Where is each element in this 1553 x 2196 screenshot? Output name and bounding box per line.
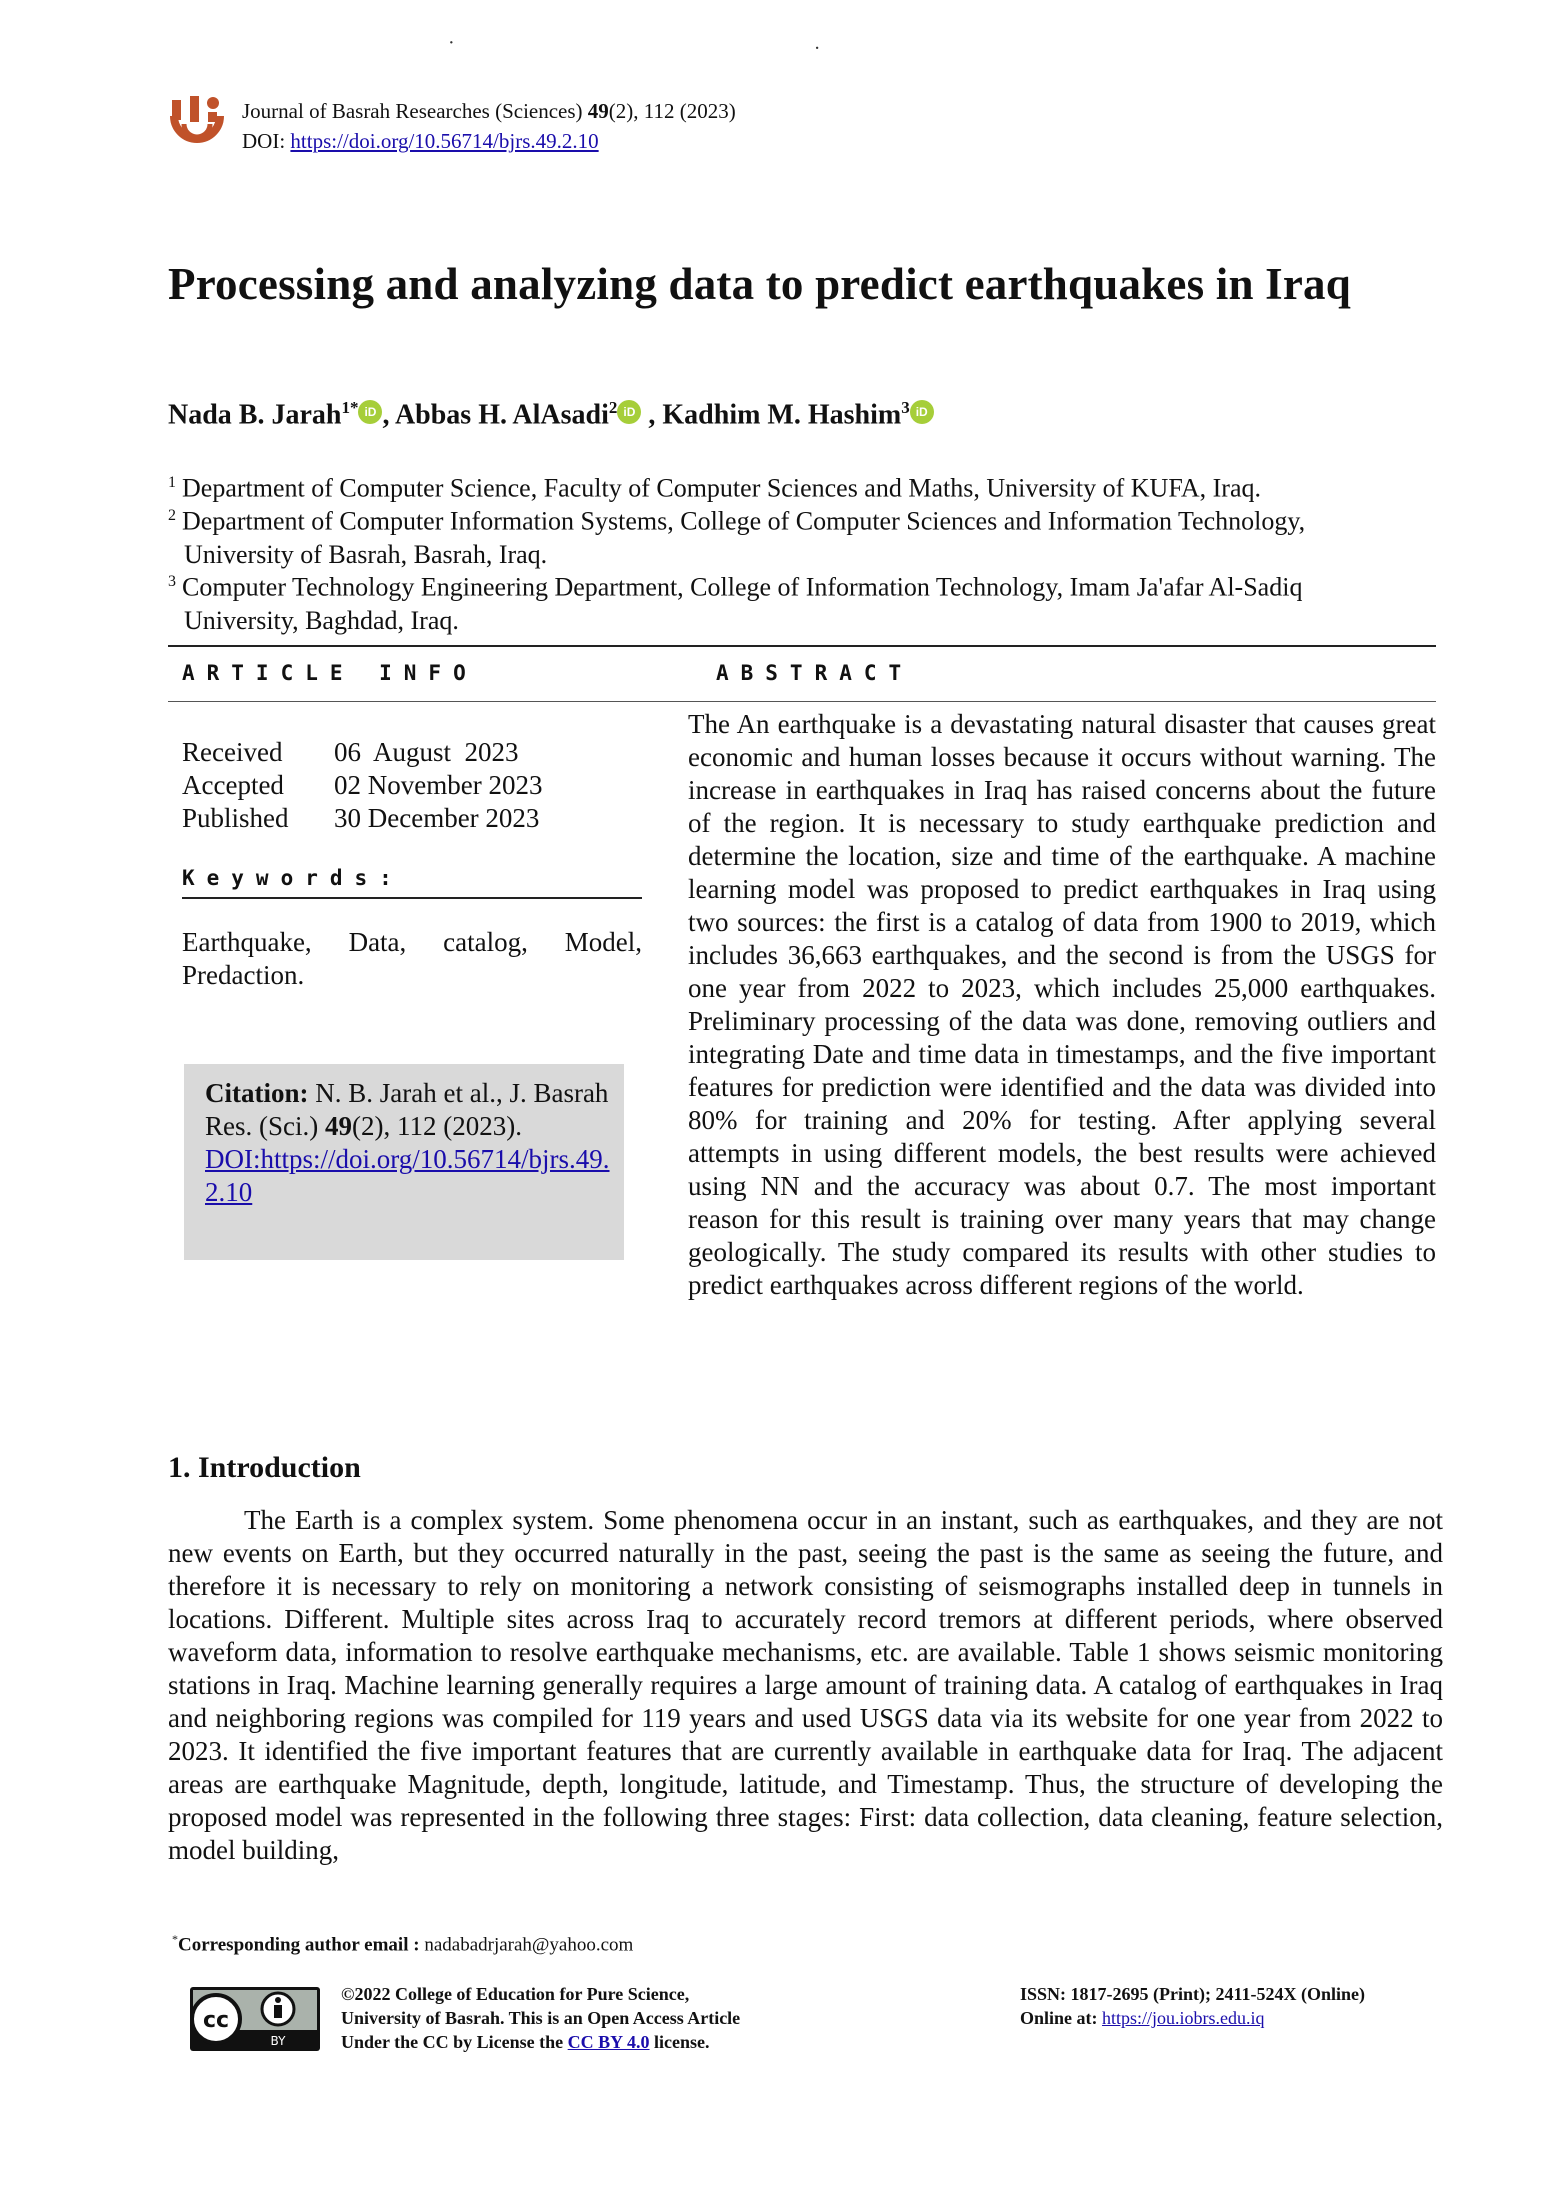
cc-by-link[interactable]: CC BY 4.0 (567, 2032, 650, 2052)
svg-text:cc: cc (202, 2008, 230, 2033)
orcid-icon[interactable]: iD (617, 400, 641, 424)
keywords-line: Earthquake, Data, catalog, Model, (182, 927, 642, 957)
journal-logo-icon (168, 94, 226, 152)
author-name: Kadhim M. Hashim (662, 399, 902, 431)
svg-text:BY: BY (270, 2034, 286, 2048)
orcid-icon[interactable]: iD (358, 400, 382, 424)
affiliation-2: $^2$ Department of Computer Information Systems, College of Computer Sciences and Information Technology, University of Basrah, Basrah, Iraq. (168, 506, 1306, 569)
issn-block: ISSN: 1817-2695 (Print); 2411-524X (Online) Online at: https://jou.iobrs.edu.iq (1020, 1984, 1365, 2028)
cc-by-license-icon[interactable] (190, 1987, 320, 2051)
issn-text: ISSN: 1817-2695 (Print); 2411-524X (Online) (1020, 1984, 1365, 2004)
author-name: Abbas H. AlAsadi (394, 399, 609, 431)
journal-header (242, 96, 736, 156)
keywords-line: Predaction. (182, 960, 305, 990)
abstract-heading: ABSTRACT (716, 661, 914, 685)
orcid-icon[interactable]: iD (910, 400, 934, 424)
article-dates (182, 736, 542, 835)
journal-website-link[interactable]: https://jou.iobrs.edu.iq (1102, 2008, 1265, 2028)
corresponding-author: *Corresponding author email : nadabadrjarah@yahoo.com (172, 1932, 634, 1956)
scan-marks: · . (448, 32, 820, 54)
intro-paragraph: The Earth is a complex system. Some phenomena occur in an instant, such as earthquakes, and they are not new events on Earth, but they occurred naturally in the past, seeing the past is the same as seeing the future, and therefore it is necessary to rely on monitoring a network consisting of seismographs installed deep in tunnels in locations. Different. Multiple sites across Iraq to accurately record tremors at different periods, where observed waveform data, information to resolve earthquake mechanisms, etc. are available. Table 1 shows seismic monitoring stations in Iraq. Machine learning generally requires a large amount of training data. A catalog of earthquakes in Iraq and neighboring regions was compiled for 119 years and used USGS data via its website for one year from 2022 to 2023. It identified the five important features that are currently available in earthquake data for Iraq. The adjacent areas are earthquake Magnitude, depth, longitude, latitude, and Timestamp. Thus, the structure of developing the proposed model was represented in the following three stages: First: data collection, data cleaning, feature selection, model building, (168, 1505, 1443, 1865)
citation-doi-link[interactable]: DOI:https://doi.org/10.56714/bjrs.49.2.10 (205, 1144, 610, 1207)
doi-link[interactable]: https://doi.org/10.56714/bjrs.49.2.10 (290, 129, 599, 153)
author-list: Nada B. Jarah$^{1*}$ iD , Abbas H. AlAsadi$^2$ iD , Kadhim M. Hashim$^3$ iD (168, 398, 934, 431)
affiliation-3: $^3$ Computer Technology Engineering Department, College of Information Technology, Imam Ja'afar Al-Sadiq University, Baghdad, Iraq. (168, 572, 1303, 635)
article-info-heading: ARTICLE INFO (182, 661, 478, 685)
divider (168, 701, 1436, 702)
divider (182, 897, 642, 899)
author-name: Nada B. Jarah (168, 399, 342, 431)
journal-doi-line: DOI: https://doi.org/10.56714/bjrs.49.2.10 (242, 129, 599, 153)
divider (168, 645, 1436, 647)
paper-title: Processing and analyzing data to predict earthquakes in Iraq (168, 259, 1351, 309)
abstract-text: The An earthquake is a devastating natural disaster that causes great economic and human losses because it occurs without warning. The increase in earthquakes in Iraq has raised concerns about the future of the region. It is necessary to study earthquake prediction and determine the location, size and time of the earthquake. A machine learning model was proposed to predict earthquakes in Iraq using two sources: the first is a catalog of data from 1900 to 2019, which includes 36,663 earthquakes, and the second is from the USGS for one year from 2022 to 2023, which includes 25,000 earthquakes. Preliminary processing of the data was done, removing outliers and integrating Date and time data in timestamps, and the five important features for prediction were identified and the data was divided into 80% for training and 20% for testing. After applying several attempts in using different models, the best results were achieved using NN and the accuracy was about 0.7. The most important reason for this result is training over many years that may change geologically. The study compared its results with other studies to predict earthquakes across different regions of the world. (688, 709, 1436, 1300)
date-row: Received 06 August 2023 (182, 737, 519, 767)
keywords-heading: Keywords: (182, 866, 404, 890)
license-notice: ©2022 College of Education for Pure Science, University of Basrah. This is an Open Access Article Under the CC by License the CC BY 4.0 license. (341, 1984, 741, 2052)
affiliation-1: $^1$ Department of Computer Science, Faculty of Computer Sciences and Maths, University of KUFA, Iraq. (168, 473, 1261, 503)
date-row: Published 30 December 2023 (182, 803, 540, 833)
date-row: Accepted 02 November 2023 (182, 770, 543, 800)
author-email: nadabadrjarah@yahoo.com (424, 1934, 634, 1956)
journal-citation-line: Journal of Basrah Researches (Sciences) 49(2), 112 (2023) (242, 99, 736, 123)
section-heading: 1. Introduction (168, 1451, 361, 1484)
citation-text: Citation: N. B. Jarah et al., J. Basrah Res. (Sci.) 49(2), 112 (2023). DOI:https://doi.org/10.56714/bjrs.49.2.10 (205, 1078, 610, 1207)
